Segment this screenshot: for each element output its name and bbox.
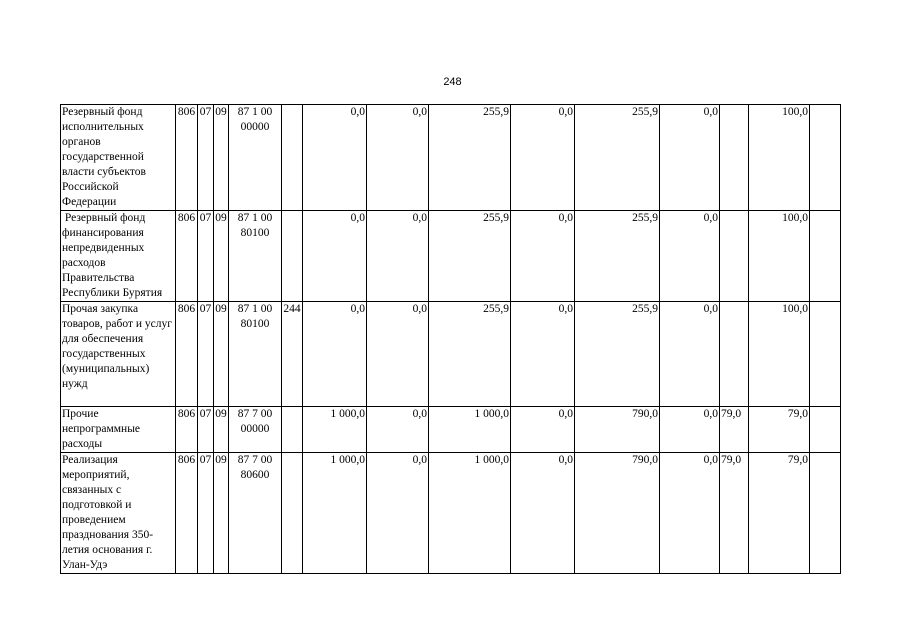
value-cell: 0,0: [660, 211, 720, 302]
value-cell: 0,0: [660, 302, 720, 407]
row-name: Прочие непрограммные расходы: [61, 407, 176, 453]
percent-cell: 79,0: [749, 453, 810, 574]
percent-cell: 100,0: [749, 105, 810, 211]
vr-cell: 244: [282, 302, 303, 407]
table-row: [61, 105, 841, 211]
value-cell: 0,0: [303, 105, 367, 211]
ved-cell: 806: [176, 407, 198, 453]
csr-cell: 87 1 00 80100: [229, 211, 282, 302]
percent-cell: [720, 211, 749, 302]
value-cell: 1 000,0: [429, 407, 511, 453]
ved-cell: 806: [176, 453, 198, 574]
value-cell: 255,9: [429, 105, 511, 211]
value-cell: 0,0: [367, 211, 429, 302]
value-cell: 790,0: [575, 453, 660, 574]
table-row: [61, 407, 841, 453]
empty-cell: [810, 407, 841, 453]
percent-cell: 79,0: [720, 407, 749, 453]
ved-cell: 806: [176, 105, 198, 211]
row-name: Резервный фонд финансирования непредвиденных расходов Правительства Республики Бурятия: [61, 211, 176, 302]
empty-cell: [810, 453, 841, 574]
csr-cell: 87 7 00 00000: [229, 407, 282, 453]
vr-cell: [282, 453, 303, 574]
percent-cell: 79,0: [720, 453, 749, 574]
vr-cell: [282, 407, 303, 453]
pr-cell: 09: [214, 302, 229, 407]
value-cell: 255,9: [429, 211, 511, 302]
percent-cell: [720, 302, 749, 407]
value-cell: 255,9: [575, 302, 660, 407]
rz-cell: 07: [198, 105, 214, 211]
rz-cell: 07: [198, 453, 214, 574]
csr-cell: 87 1 00 80100: [229, 302, 282, 407]
row-name: Резервный фонд исполнительных органов государственной власти субъектов Российской Федерации: [61, 105, 176, 211]
value-cell: 0,0: [511, 453, 575, 574]
rz-cell: 07: [198, 407, 214, 453]
empty-cell: [810, 302, 841, 407]
value-cell: 0,0: [367, 453, 429, 574]
value-cell: 0,0: [660, 453, 720, 574]
table-row: [61, 211, 841, 302]
value-cell: 1 000,0: [303, 407, 367, 453]
value-cell: 1 000,0: [303, 453, 367, 574]
value-cell: 0,0: [660, 407, 720, 453]
value-cell: 0,0: [511, 211, 575, 302]
pr-cell: 09: [214, 407, 229, 453]
page-number: 248: [443, 76, 462, 88]
csr-cell: 87 7 00 80600: [229, 453, 282, 574]
value-cell: 0,0: [511, 407, 575, 453]
rz-cell: 07: [198, 211, 214, 302]
value-cell: 790,0: [575, 407, 660, 453]
value-cell: 0,0: [511, 105, 575, 211]
empty-cell: [810, 105, 841, 211]
percent-cell: [720, 105, 749, 211]
value-cell: 255,9: [429, 302, 511, 407]
value-cell: 255,9: [575, 105, 660, 211]
value-cell: 0,0: [660, 105, 720, 211]
row-name: Реализация мероприятий, связанных с подготовкой и проведением празднования 350-летия основания г. Улан-Удэ: [61, 453, 176, 574]
table-row: [61, 302, 841, 407]
empty-cell: [810, 211, 841, 302]
value-cell: 0,0: [367, 407, 429, 453]
pr-cell: 09: [214, 211, 229, 302]
value-cell: 0,0: [303, 302, 367, 407]
value-cell: 0,0: [303, 211, 367, 302]
percent-cell: 79,0: [749, 407, 810, 453]
csr-cell: 87 1 00 00000: [229, 105, 282, 211]
ved-cell: 806: [176, 211, 198, 302]
value-cell: 0,0: [367, 105, 429, 211]
budget-table: [60, 104, 841, 574]
value-cell: 0,0: [367, 302, 429, 407]
value-cell: 255,9: [575, 211, 660, 302]
percent-cell: 100,0: [749, 211, 810, 302]
table-row: [61, 453, 841, 574]
percent-cell: 100,0: [749, 302, 810, 407]
vr-cell: [282, 211, 303, 302]
pr-cell: 09: [214, 453, 229, 574]
pr-cell: 09: [214, 105, 229, 211]
vr-cell: [282, 105, 303, 211]
value-cell: 1 000,0: [429, 453, 511, 574]
value-cell: 0,0: [511, 302, 575, 407]
rz-cell: 07: [198, 302, 214, 407]
row-name: Прочая закупка товаров, работ и услуг для обеспечения государственных (муниципальных) нужд: [61, 302, 176, 407]
ved-cell: 806: [176, 302, 198, 407]
